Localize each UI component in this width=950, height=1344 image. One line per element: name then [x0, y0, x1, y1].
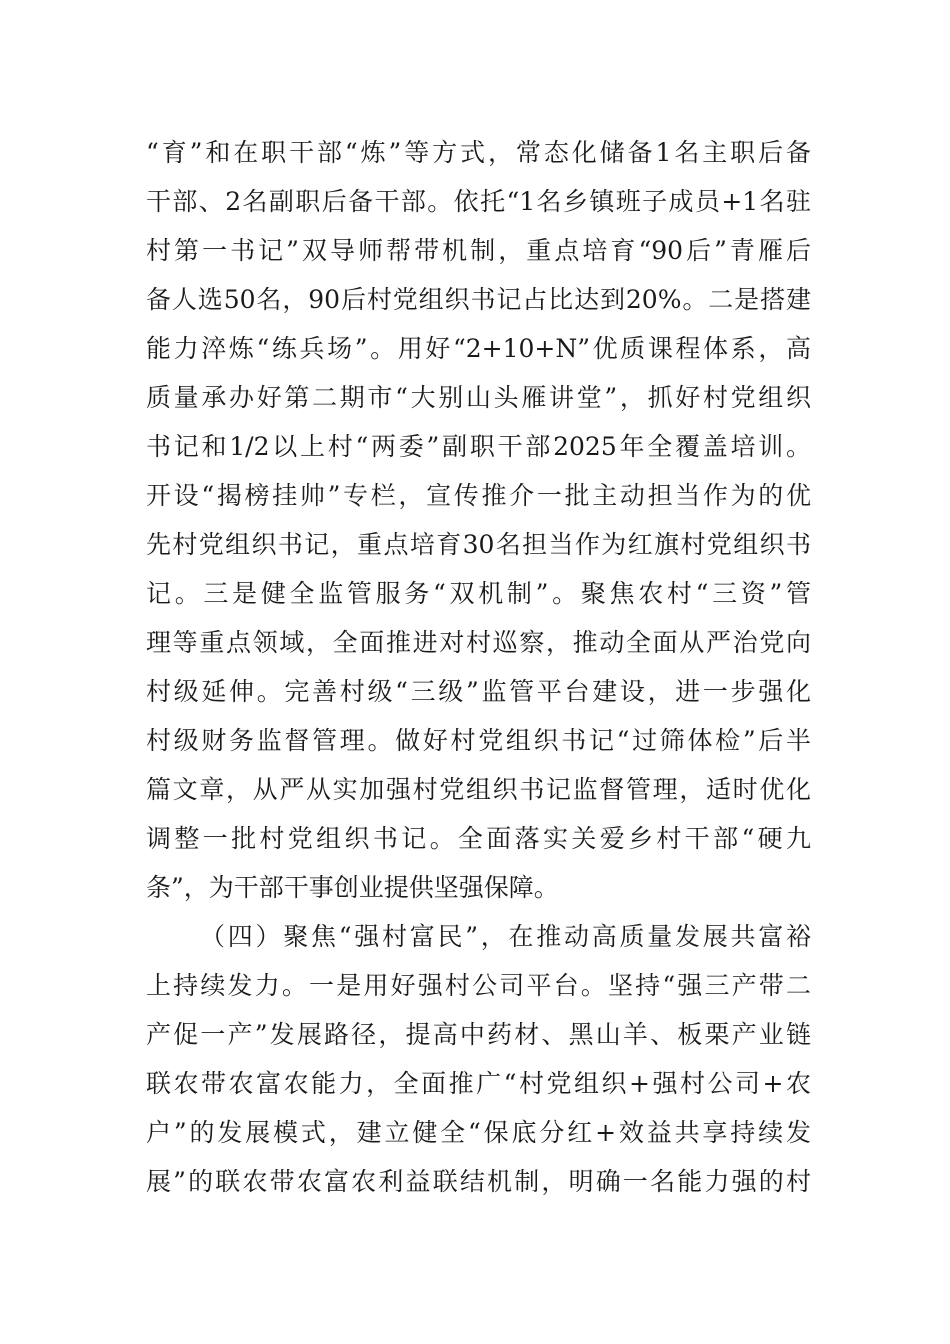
text-line: 展”的联农带农富农利益联结机制，明确一名能力强的村 [146, 1167, 811, 1196]
text-line: 记。三是健全监管服务“双机制”。聚焦农村“三资”管 [146, 579, 811, 608]
text-line: 理等重点领域，全面推进对村巡察，推动全面从严治党向 [146, 628, 811, 657]
text-line: 篇文章，从严从实加强村党组织书记监督管理，适时优化 [146, 775, 811, 804]
text-line: 村级财务监督管理。做好村党组织书记“过筛体检”后半 [146, 726, 811, 755]
text-line: 质量承办好第二期市“大别山头雁讲堂”，抓好村党组织 [146, 383, 811, 412]
text-line: 先村党组织书记，重点培育30名担当作为红旗村党组织书 [146, 530, 811, 559]
text-line: 开设“揭榜挂帅”专栏，宣传推介一批主动担当作为的优 [146, 481, 811, 510]
text-line: 干部、2名副职后备干部。依托“1名乡镇班子成员+1名驻 [146, 187, 811, 216]
text-line: 能力淬炼“练兵场”。用好“2+10+N”优质课程体系，高 [146, 334, 811, 363]
text-line: 村级延伸。完善村级“三级”监管平台建设，进一步强化 [146, 677, 811, 706]
text-line: 产促一产”发展路径，提高中药材、黑山羊、板栗产业链 [146, 1020, 811, 1049]
text-line: 调整一批村党组织书记。全面落实关爱乡村干部“硬九 [146, 824, 811, 853]
text-line: 联农带农富农能力，全面推广“村党组织+强村公司+农 [146, 1069, 811, 1098]
text-line: 村第一书记”双导师帮带机制，重点培育“90后”青雁后 [146, 236, 811, 265]
text-line: 条”，为干部干事创业提供坚强保障。 [146, 873, 559, 902]
text-line: 书记和1/2以上村“两委”副职干部2025年全覆盖培训。 [146, 432, 811, 461]
text-line: 上持续发力。一是用好强村公司平台。坚持“强三产带二 [146, 971, 811, 1000]
text-line: 户”的发展模式，建立健全“保底分红+效益共享持续发 [146, 1118, 811, 1147]
text-line: “育”和在职干部“炼”等方式，常态化储备1名主职后备 [146, 138, 811, 167]
body-text [146, 128, 811, 1206]
section-heading-line: （四）聚焦“强村富民”，在推动高质量发展共富裕 [200, 922, 811, 951]
text-line: 备人选50名，90后村党组织书记占比达到20%。二是搭建 [146, 285, 811, 314]
